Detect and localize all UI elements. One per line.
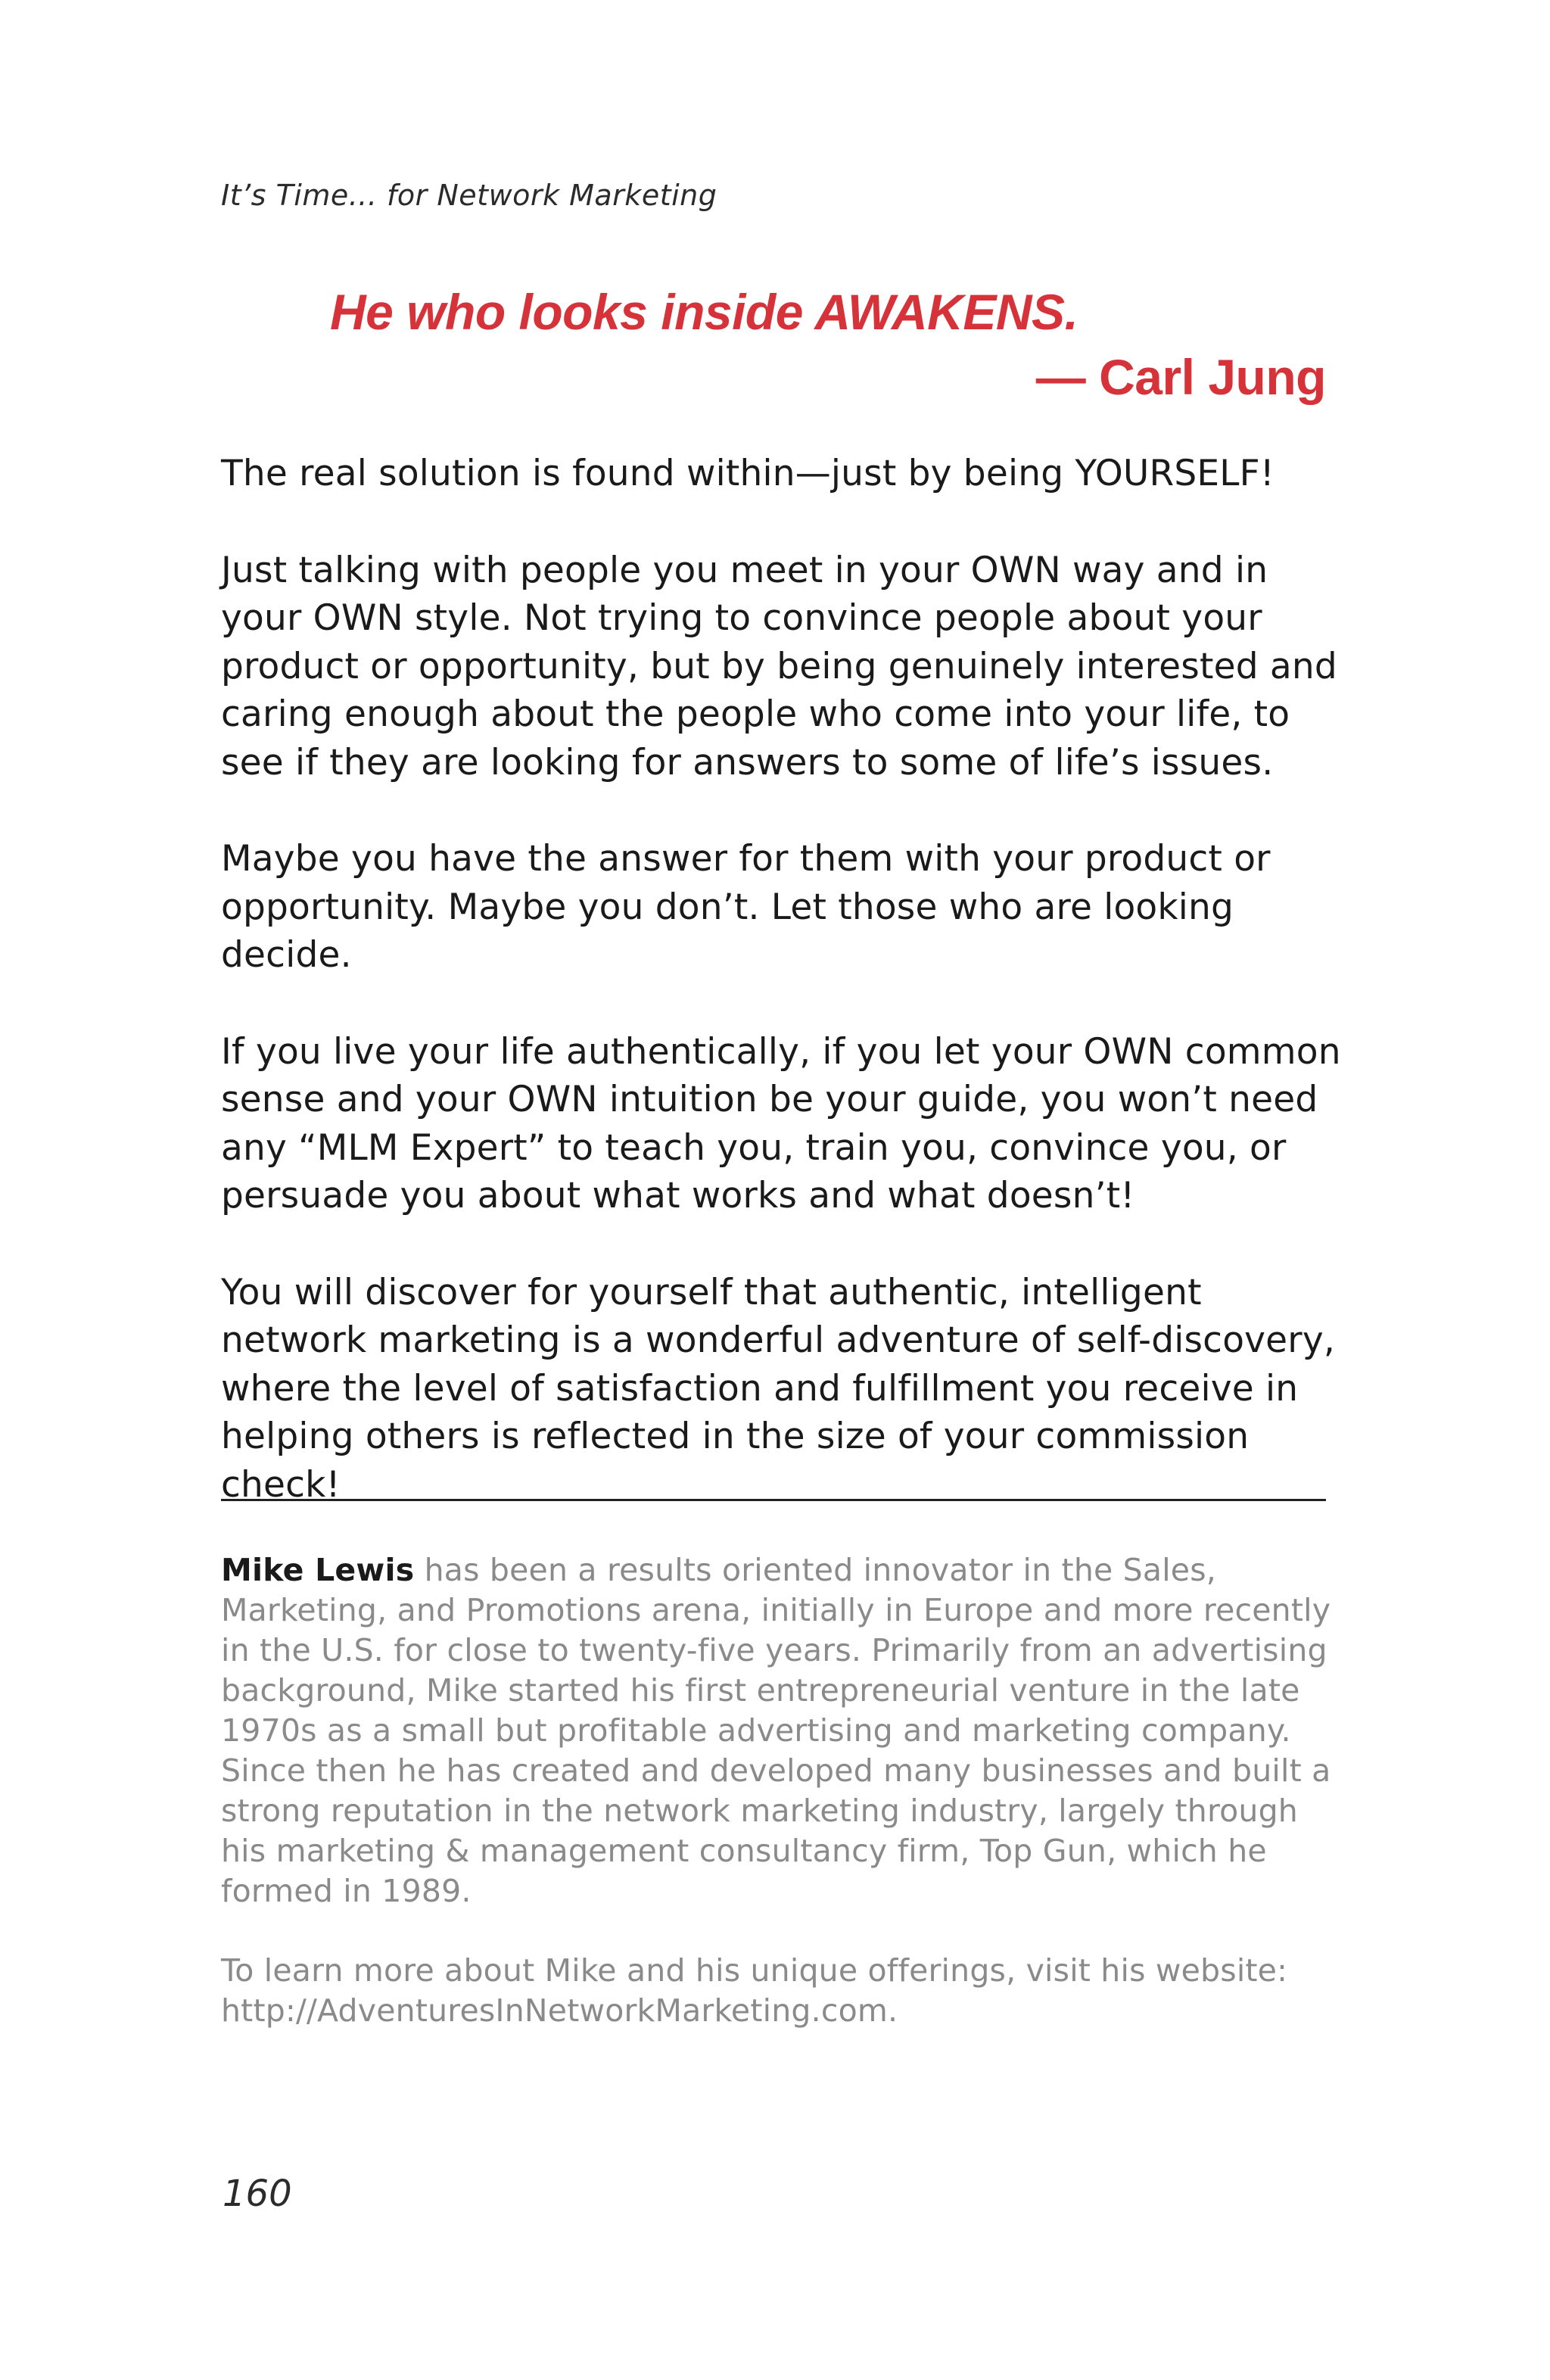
- section-divider: [221, 1499, 1326, 1501]
- body-paragraph: If you live your life authentically, if you let your OWN common sense and your OWN intuition be your guide, you won’t need any “MLM Expert” to teach you, train you, convince you, or persuade you about what works and what doesn’t!: [221, 1030, 1341, 1216]
- body-paragraph: You will discover for yourself that authentic, intelligent network marketing is a wonderful adventure of self-discovery, where the level of satisfaction and fulfillment you receive in helping others is reflected in the size of your commission check!: [221, 1271, 1335, 1506]
- main-body-text: [221, 450, 1341, 1557]
- bio-website-line: To learn more about Mike and his unique offerings, visit his website: http://AdventuresInNetworkMarketing.com.: [221, 1952, 1288, 2029]
- page-number: 160: [223, 2173, 292, 2215]
- bio-paragraph: [221, 1550, 1334, 1911]
- bio-text: has been a results oriented innovator in the Sales, Marketing, and Promotions arena, initially in Europe and more recently in the U.S. for close to twenty-five years. Primarily from an advertising background, Mike started his first entrepreneurial venture in the late 1970s as a small but profitable advertising and marketing company. Since then he has created and developed many businesses and built a strong reputation in the network marketing industry, largely through his marketing & management consultancy firm, Top Gun, which he formed in 1989.: [221, 1552, 1331, 1909]
- epigraph-attribution: — Carl Jung: [1035, 349, 1326, 405]
- epigraph-quote: He who looks inside AWAKENS.: [330, 284, 1078, 340]
- body-paragraph: The real solution is found within—just by being YOURSELF!: [221, 453, 1275, 494]
- author-bio: [221, 1550, 1334, 2070]
- running-header: It’s Time... for Network Marketing: [221, 179, 717, 212]
- body-paragraph: Maybe you have the answer for them with your product or opportunity. Maybe you don’t. Let those who are looking decide.: [221, 838, 1271, 976]
- body-paragraph: Just talking with people you meet in your OWN way and in your OWN style. Not trying to convince people about your product or opportunity, but by being genuinely interested and caring enough about the people who come into your life, to see if they are looking for answers to some of life’s issues.: [221, 549, 1337, 783]
- author-name: Mike Lewis: [221, 1552, 415, 1588]
